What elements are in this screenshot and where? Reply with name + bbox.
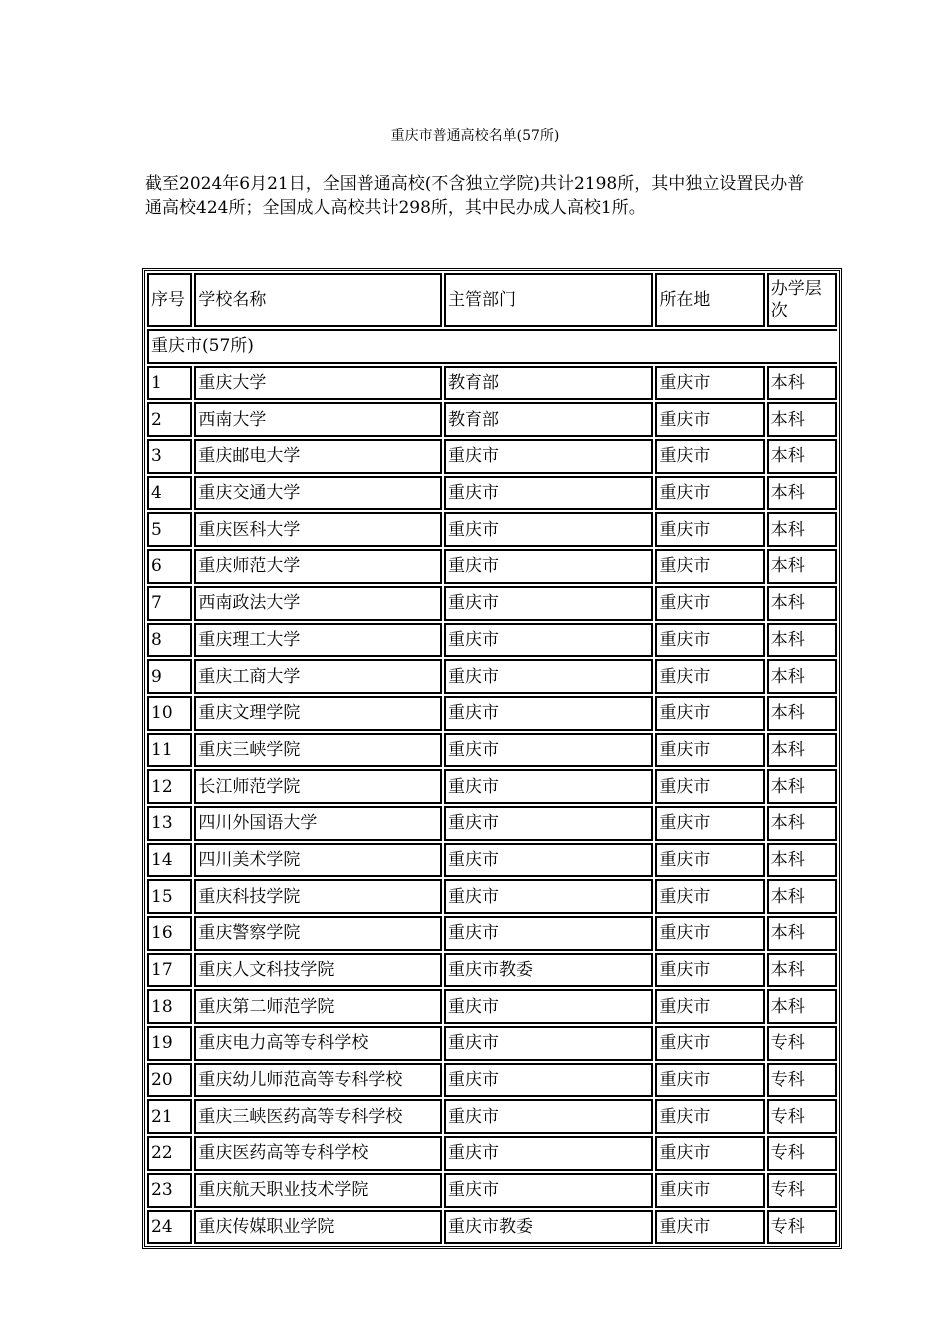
cell-level: 专科 — [767, 1136, 837, 1171]
cell-department: 重庆市 — [444, 696, 653, 731]
cell-level: 本科 — [767, 659, 837, 694]
cell-index: 7 — [147, 586, 192, 621]
cell-location: 重庆市 — [655, 366, 764, 401]
table-body — [147, 329, 837, 1244]
cell-index: 15 — [147, 879, 192, 914]
cell-school-name: 重庆传媒职业学院 — [194, 1210, 442, 1245]
cell-department: 教育部 — [444, 366, 653, 401]
cell-department: 重庆市 — [444, 879, 653, 914]
cell-index: 18 — [147, 989, 192, 1024]
cell-department: 重庆市 — [444, 439, 653, 474]
cell-school-name: 重庆医科大学 — [194, 512, 442, 547]
table-row — [147, 916, 837, 951]
table-row — [147, 989, 837, 1024]
cell-location: 重庆市 — [655, 439, 764, 474]
cell-index: 1 — [147, 366, 192, 401]
cell-level: 专科 — [767, 1173, 837, 1208]
cell-level: 本科 — [767, 623, 837, 658]
table-row — [147, 1210, 837, 1245]
cell-location: 重庆市 — [655, 512, 764, 547]
cell-location: 重庆市 — [655, 549, 764, 584]
cell-school-name: 长江师范学院 — [194, 769, 442, 804]
cell-location: 重庆市 — [655, 769, 764, 804]
cell-department: 重庆市 — [444, 843, 653, 878]
cell-school-name: 重庆人文科技学院 — [194, 953, 442, 988]
cell-index: 9 — [147, 659, 192, 694]
cell-location: 重庆市 — [655, 1026, 764, 1061]
cell-index: 20 — [147, 1063, 192, 1098]
table-header-row — [147, 273, 837, 327]
table-row — [147, 1099, 837, 1134]
cell-index: 21 — [147, 1099, 192, 1134]
cell-location: 重庆市 — [655, 733, 764, 768]
cell-index: 19 — [147, 1026, 192, 1061]
table-row — [147, 439, 837, 474]
cell-department: 重庆市 — [444, 916, 653, 951]
cell-level: 本科 — [767, 439, 837, 474]
table-row — [147, 659, 837, 694]
cell-index: 10 — [147, 696, 192, 731]
cell-department: 重庆市 — [444, 476, 653, 511]
intro-paragraph: 截至2024年6月21日，全国普通高校(不含独立学院)共计2198所，其中独立设置民办普通高校424所；全国成人高校共计298所，其中民办成人高校1所。 — [145, 174, 805, 218]
table-row — [147, 1136, 837, 1171]
cell-department: 重庆市 — [444, 512, 653, 547]
table-row — [147, 512, 837, 547]
cell-index: 6 — [147, 549, 192, 584]
cell-location: 重庆市 — [655, 879, 764, 914]
cell-location: 重庆市 — [655, 402, 764, 437]
cell-level: 本科 — [767, 476, 837, 511]
table-row — [147, 769, 837, 804]
cell-location: 重庆市 — [655, 476, 764, 511]
cell-school-name: 重庆交通大学 — [194, 476, 442, 511]
cell-department: 重庆市 — [444, 989, 653, 1024]
cell-location: 重庆市 — [655, 953, 764, 988]
table-row — [147, 586, 837, 621]
cell-level: 本科 — [767, 696, 837, 731]
cell-school-name: 四川美术学院 — [194, 843, 442, 878]
cell-level: 本科 — [767, 366, 837, 401]
cell-department: 重庆市教委 — [444, 953, 653, 988]
cell-department: 重庆市 — [444, 1099, 653, 1134]
cell-index: 3 — [147, 439, 192, 474]
cell-level: 本科 — [767, 733, 837, 768]
cell-index: 13 — [147, 806, 192, 841]
table-row — [147, 1026, 837, 1061]
schools-table — [142, 268, 842, 1249]
cell-index: 24 — [147, 1210, 192, 1245]
table-row — [147, 953, 837, 988]
cell-location: 重庆市 — [655, 1063, 764, 1098]
cell-school-name: 重庆理工大学 — [194, 623, 442, 658]
cell-school-name: 重庆科技学院 — [194, 879, 442, 914]
region-row — [147, 329, 837, 364]
header-level: 办学层次 — [767, 273, 837, 327]
cell-level: 本科 — [767, 879, 837, 914]
table-row — [147, 879, 837, 914]
cell-school-name: 重庆三峡医药高等专科学校 — [194, 1099, 442, 1134]
cell-school-name: 四川外国语大学 — [194, 806, 442, 841]
cell-index: 2 — [147, 402, 192, 437]
cell-level: 专科 — [767, 1210, 837, 1245]
cell-school-name: 重庆工商大学 — [194, 659, 442, 694]
cell-level: 本科 — [767, 402, 837, 437]
cell-location: 重庆市 — [655, 989, 764, 1024]
cell-level: 本科 — [767, 512, 837, 547]
table-row — [147, 1173, 837, 1208]
table-row — [147, 806, 837, 841]
document-title: 重庆市普通高校名单(57所) — [390, 128, 560, 144]
cell-department: 重庆市教委 — [444, 1210, 653, 1245]
table-row — [147, 366, 837, 401]
cell-level: 本科 — [767, 586, 837, 621]
cell-level: 本科 — [767, 916, 837, 951]
cell-level: 专科 — [767, 1063, 837, 1098]
header-index: 序号 — [147, 273, 192, 327]
cell-department: 重庆市 — [444, 586, 653, 621]
cell-department: 重庆市 — [444, 659, 653, 694]
table-row — [147, 402, 837, 437]
cell-school-name: 重庆三峡学院 — [194, 733, 442, 768]
cell-location: 重庆市 — [655, 843, 764, 878]
table-row — [147, 843, 837, 878]
cell-index: 14 — [147, 843, 192, 878]
header-school-name: 学校名称 — [194, 273, 442, 327]
table-row — [147, 549, 837, 584]
cell-department: 重庆市 — [444, 1136, 653, 1171]
cell-location: 重庆市 — [655, 916, 764, 951]
cell-location: 重庆市 — [655, 623, 764, 658]
cell-department: 重庆市 — [444, 549, 653, 584]
cell-department: 重庆市 — [444, 733, 653, 768]
cell-department: 重庆市 — [444, 623, 653, 658]
cell-school-name: 西南政法大学 — [194, 586, 442, 621]
table-row — [147, 623, 837, 658]
cell-level: 本科 — [767, 953, 837, 988]
cell-index: 8 — [147, 623, 192, 658]
cell-level: 本科 — [767, 843, 837, 878]
region-label: 重庆市(57所) — [147, 329, 837, 364]
cell-index: 22 — [147, 1136, 192, 1171]
cell-index: 17 — [147, 953, 192, 988]
cell-location: 重庆市 — [655, 1136, 764, 1171]
cell-school-name: 西南大学 — [194, 402, 442, 437]
cell-level: 本科 — [767, 549, 837, 584]
cell-school-name: 重庆幼儿师范高等专科学校 — [194, 1063, 442, 1098]
cell-school-name: 重庆医药高等专科学校 — [194, 1136, 442, 1171]
cell-location: 重庆市 — [655, 659, 764, 694]
cell-school-name: 重庆大学 — [194, 366, 442, 401]
cell-school-name: 重庆文理学院 — [194, 696, 442, 731]
cell-school-name: 重庆航天职业技术学院 — [194, 1173, 442, 1208]
cell-location: 重庆市 — [655, 1173, 764, 1208]
cell-location: 重庆市 — [655, 586, 764, 621]
cell-department: 重庆市 — [444, 806, 653, 841]
cell-school-name: 重庆邮电大学 — [194, 439, 442, 474]
cell-index: 11 — [147, 733, 192, 768]
header-location: 所在地 — [655, 273, 764, 327]
cell-department: 重庆市 — [444, 769, 653, 804]
cell-index: 12 — [147, 769, 192, 804]
cell-school-name: 重庆电力高等专科学校 — [194, 1026, 442, 1061]
cell-level: 专科 — [767, 1099, 837, 1134]
cell-department: 重庆市 — [444, 1173, 653, 1208]
cell-level: 本科 — [767, 769, 837, 804]
cell-department: 重庆市 — [444, 1063, 653, 1098]
cell-index: 23 — [147, 1173, 192, 1208]
cell-school-name: 重庆师范大学 — [194, 549, 442, 584]
cell-location: 重庆市 — [655, 1099, 764, 1134]
cell-school-name: 重庆警察学院 — [194, 916, 442, 951]
cell-index: 5 — [147, 512, 192, 547]
cell-index: 16 — [147, 916, 192, 951]
cell-department: 重庆市 — [444, 1026, 653, 1061]
cell-school-name: 重庆第二师范学院 — [194, 989, 442, 1024]
table-row — [147, 476, 837, 511]
cell-level: 专科 — [767, 1026, 837, 1061]
cell-department: 教育部 — [444, 402, 653, 437]
cell-location: 重庆市 — [655, 696, 764, 731]
cell-index: 4 — [147, 476, 192, 511]
header-department: 主管部门 — [444, 273, 653, 327]
cell-location: 重庆市 — [655, 806, 764, 841]
cell-location: 重庆市 — [655, 1210, 764, 1245]
table-row — [147, 733, 837, 768]
cell-level: 本科 — [767, 989, 837, 1024]
table-row — [147, 1063, 837, 1098]
table-row — [147, 696, 837, 731]
cell-level: 本科 — [767, 806, 837, 841]
